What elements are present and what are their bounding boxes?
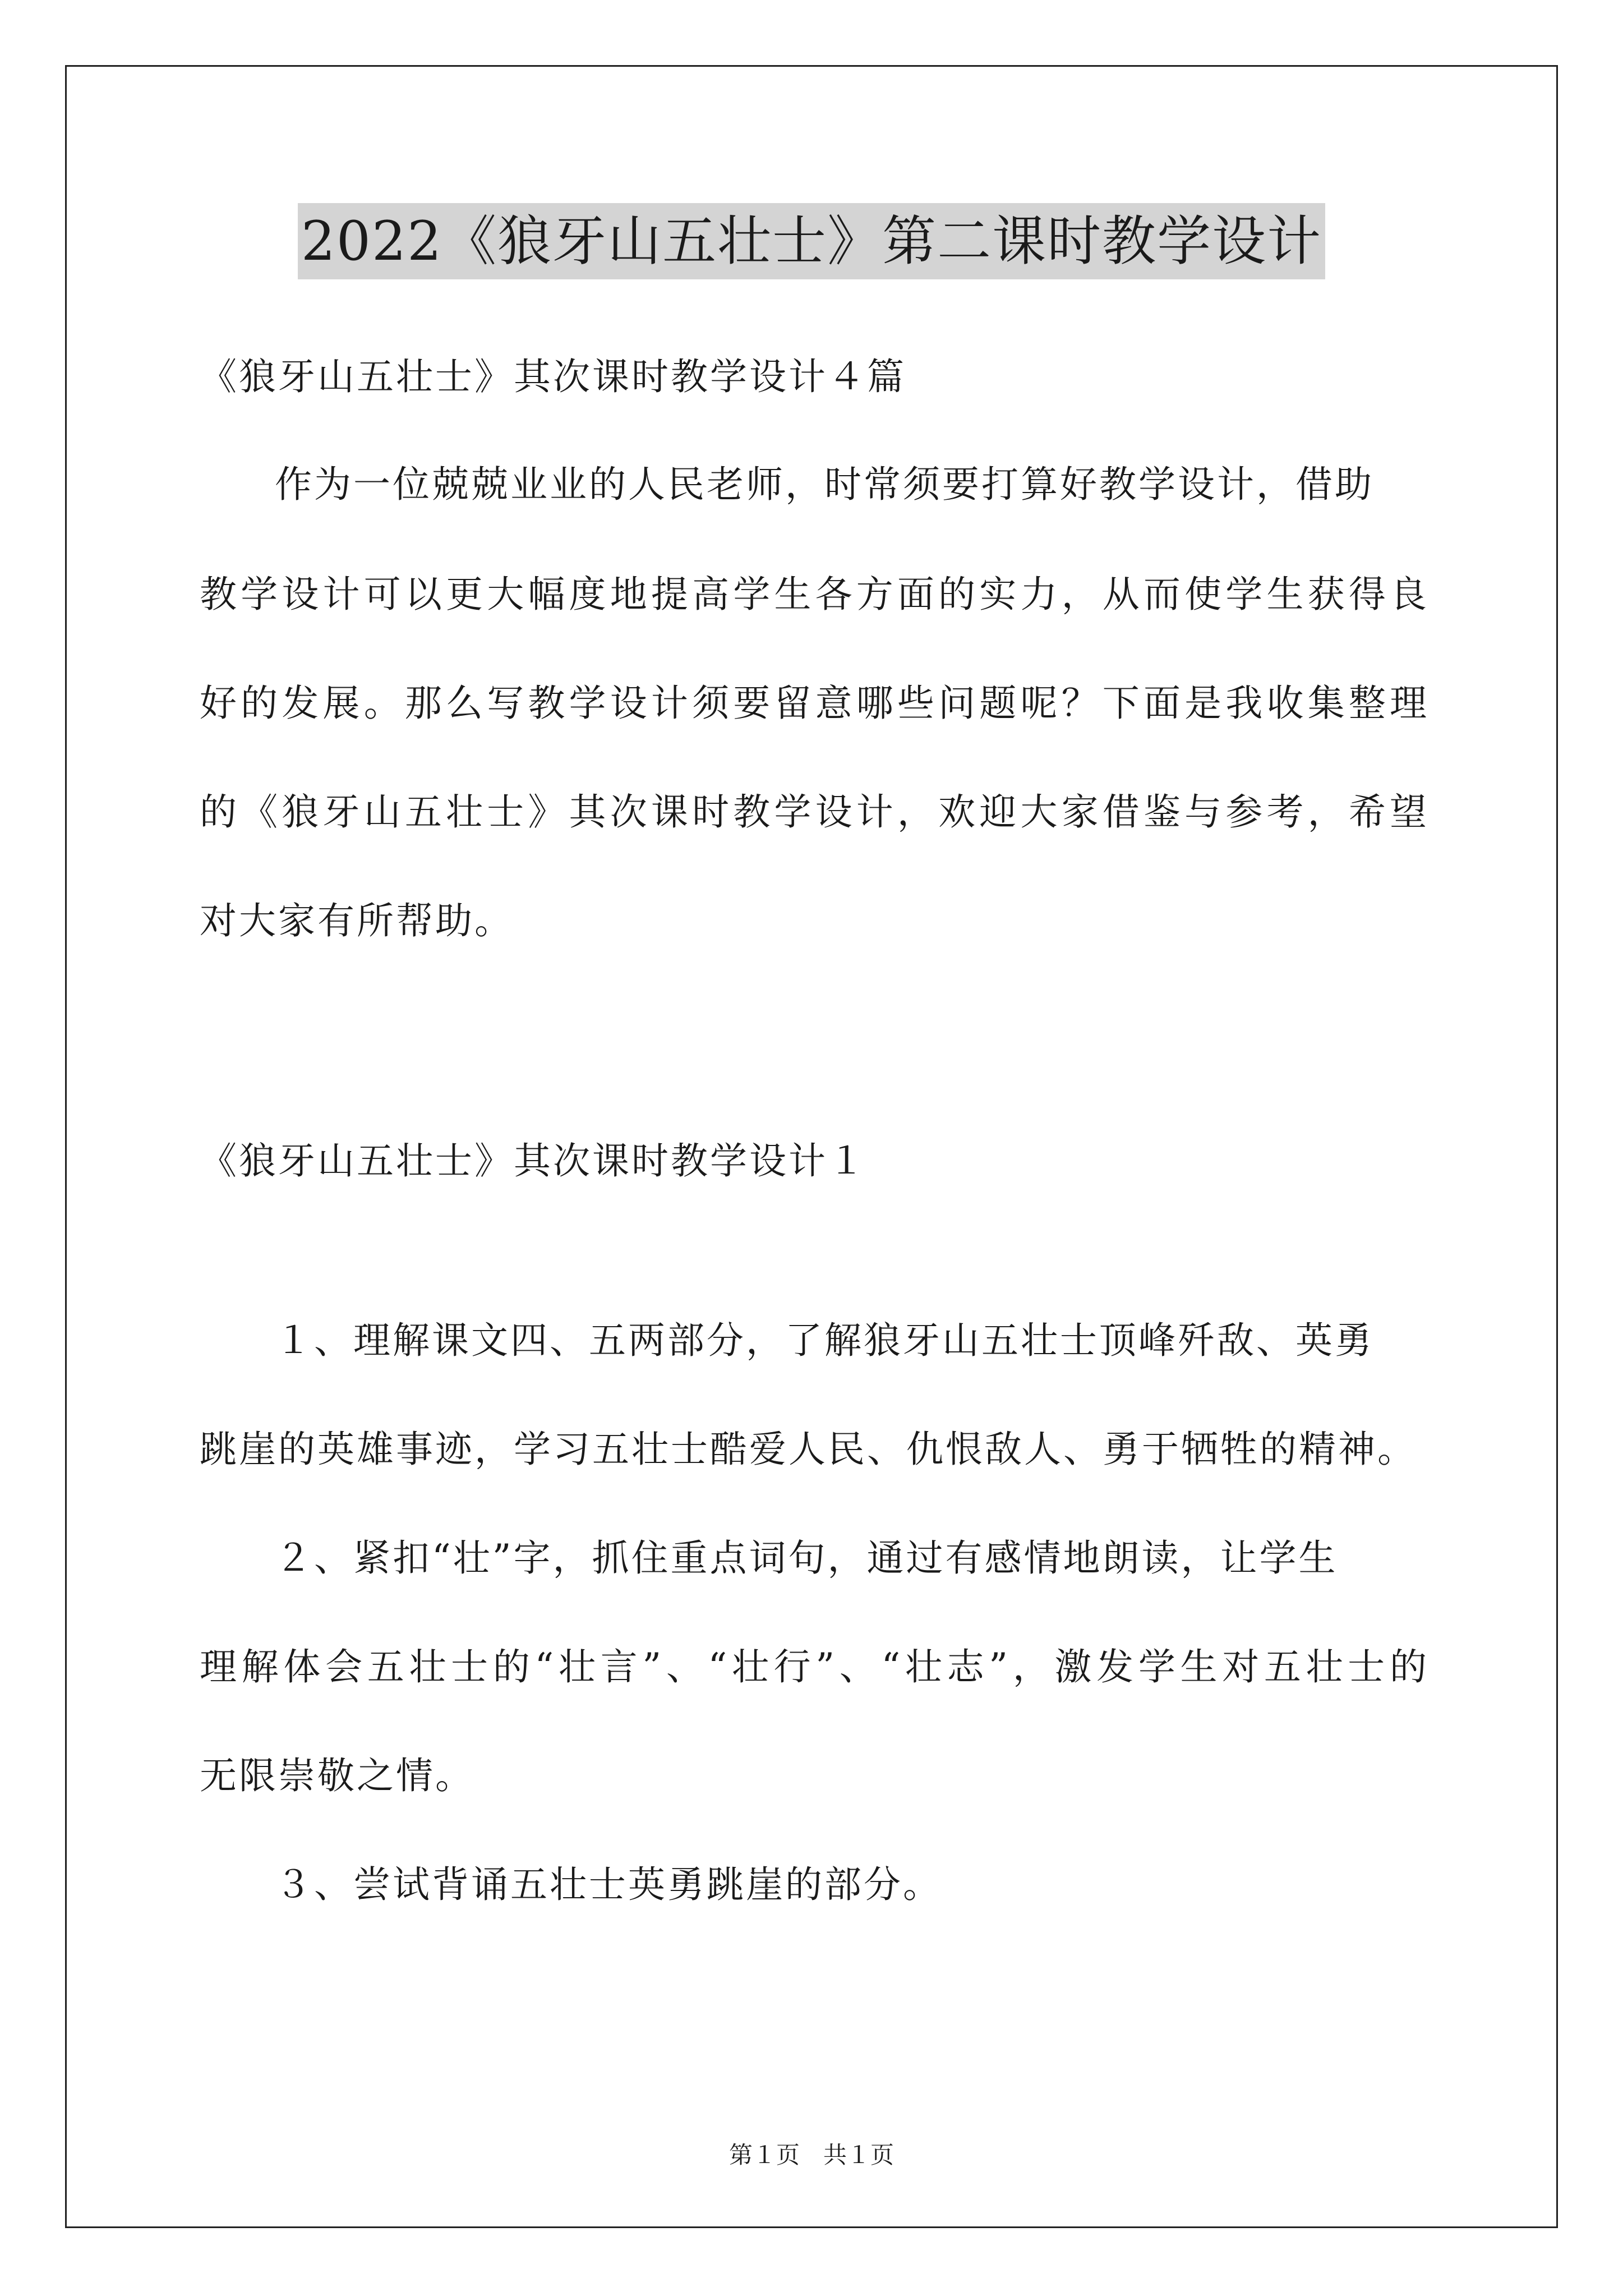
intro-paragraph-line: 的《狼牙山五壮士》其次课时教学设计，欢迎大家借鉴与参考，希望 (200, 790, 1429, 834)
title-wrap (0, 203, 1623, 279)
objective-line: ３、尝试背诵五壮士英勇跳崖的部分。 (275, 1863, 942, 1906)
page-footer: 第１页 共１页 (728, 2141, 894, 2169)
intro-paragraph-line: 教学设计可以更大幅度地提高学生各方面的实力，从而使学生获得良 (200, 573, 1429, 616)
objective-line: １、理解课文四、五两部分，了解狼牙山五壮士顶峰歼敌、英勇 (275, 1319, 1374, 1362)
subtitle: 《狼牙山五壮士》其次课时教学设计４篇 (200, 355, 906, 398)
intro-paragraph-line: 作为一位兢兢业业的人民老师，时常须要打算好教学设计，借助 (275, 463, 1374, 506)
objective-line: 无限崇敬之情。 (200, 1754, 474, 1797)
objective-line: 理解体会五壮士的“壮言”、“壮行”、“壮志”，激发学生对五壮士的 (200, 1645, 1429, 1688)
objective-line: ２、紧扣“壮”字，抓住重点词句，通过有感情地朗读，让学生 (275, 1536, 1338, 1580)
section-heading: 《狼牙山五壮士》其次课时教学设计１ (200, 1139, 867, 1182)
document-title: 2022《狼牙山五壮士》第二课时教学设计 (298, 203, 1325, 279)
objective-line: 跳崖的英雄事迹，学习五壮士酷爱人民、仇恨敌人、勇于牺牲的精神。 (200, 1428, 1417, 1471)
intro-paragraph-line: 好的发展。那么写教学设计须要留意哪些问题呢？下面是我收集整理 (200, 682, 1429, 725)
intro-paragraph-line: 对大家有所帮助。 (200, 899, 514, 942)
